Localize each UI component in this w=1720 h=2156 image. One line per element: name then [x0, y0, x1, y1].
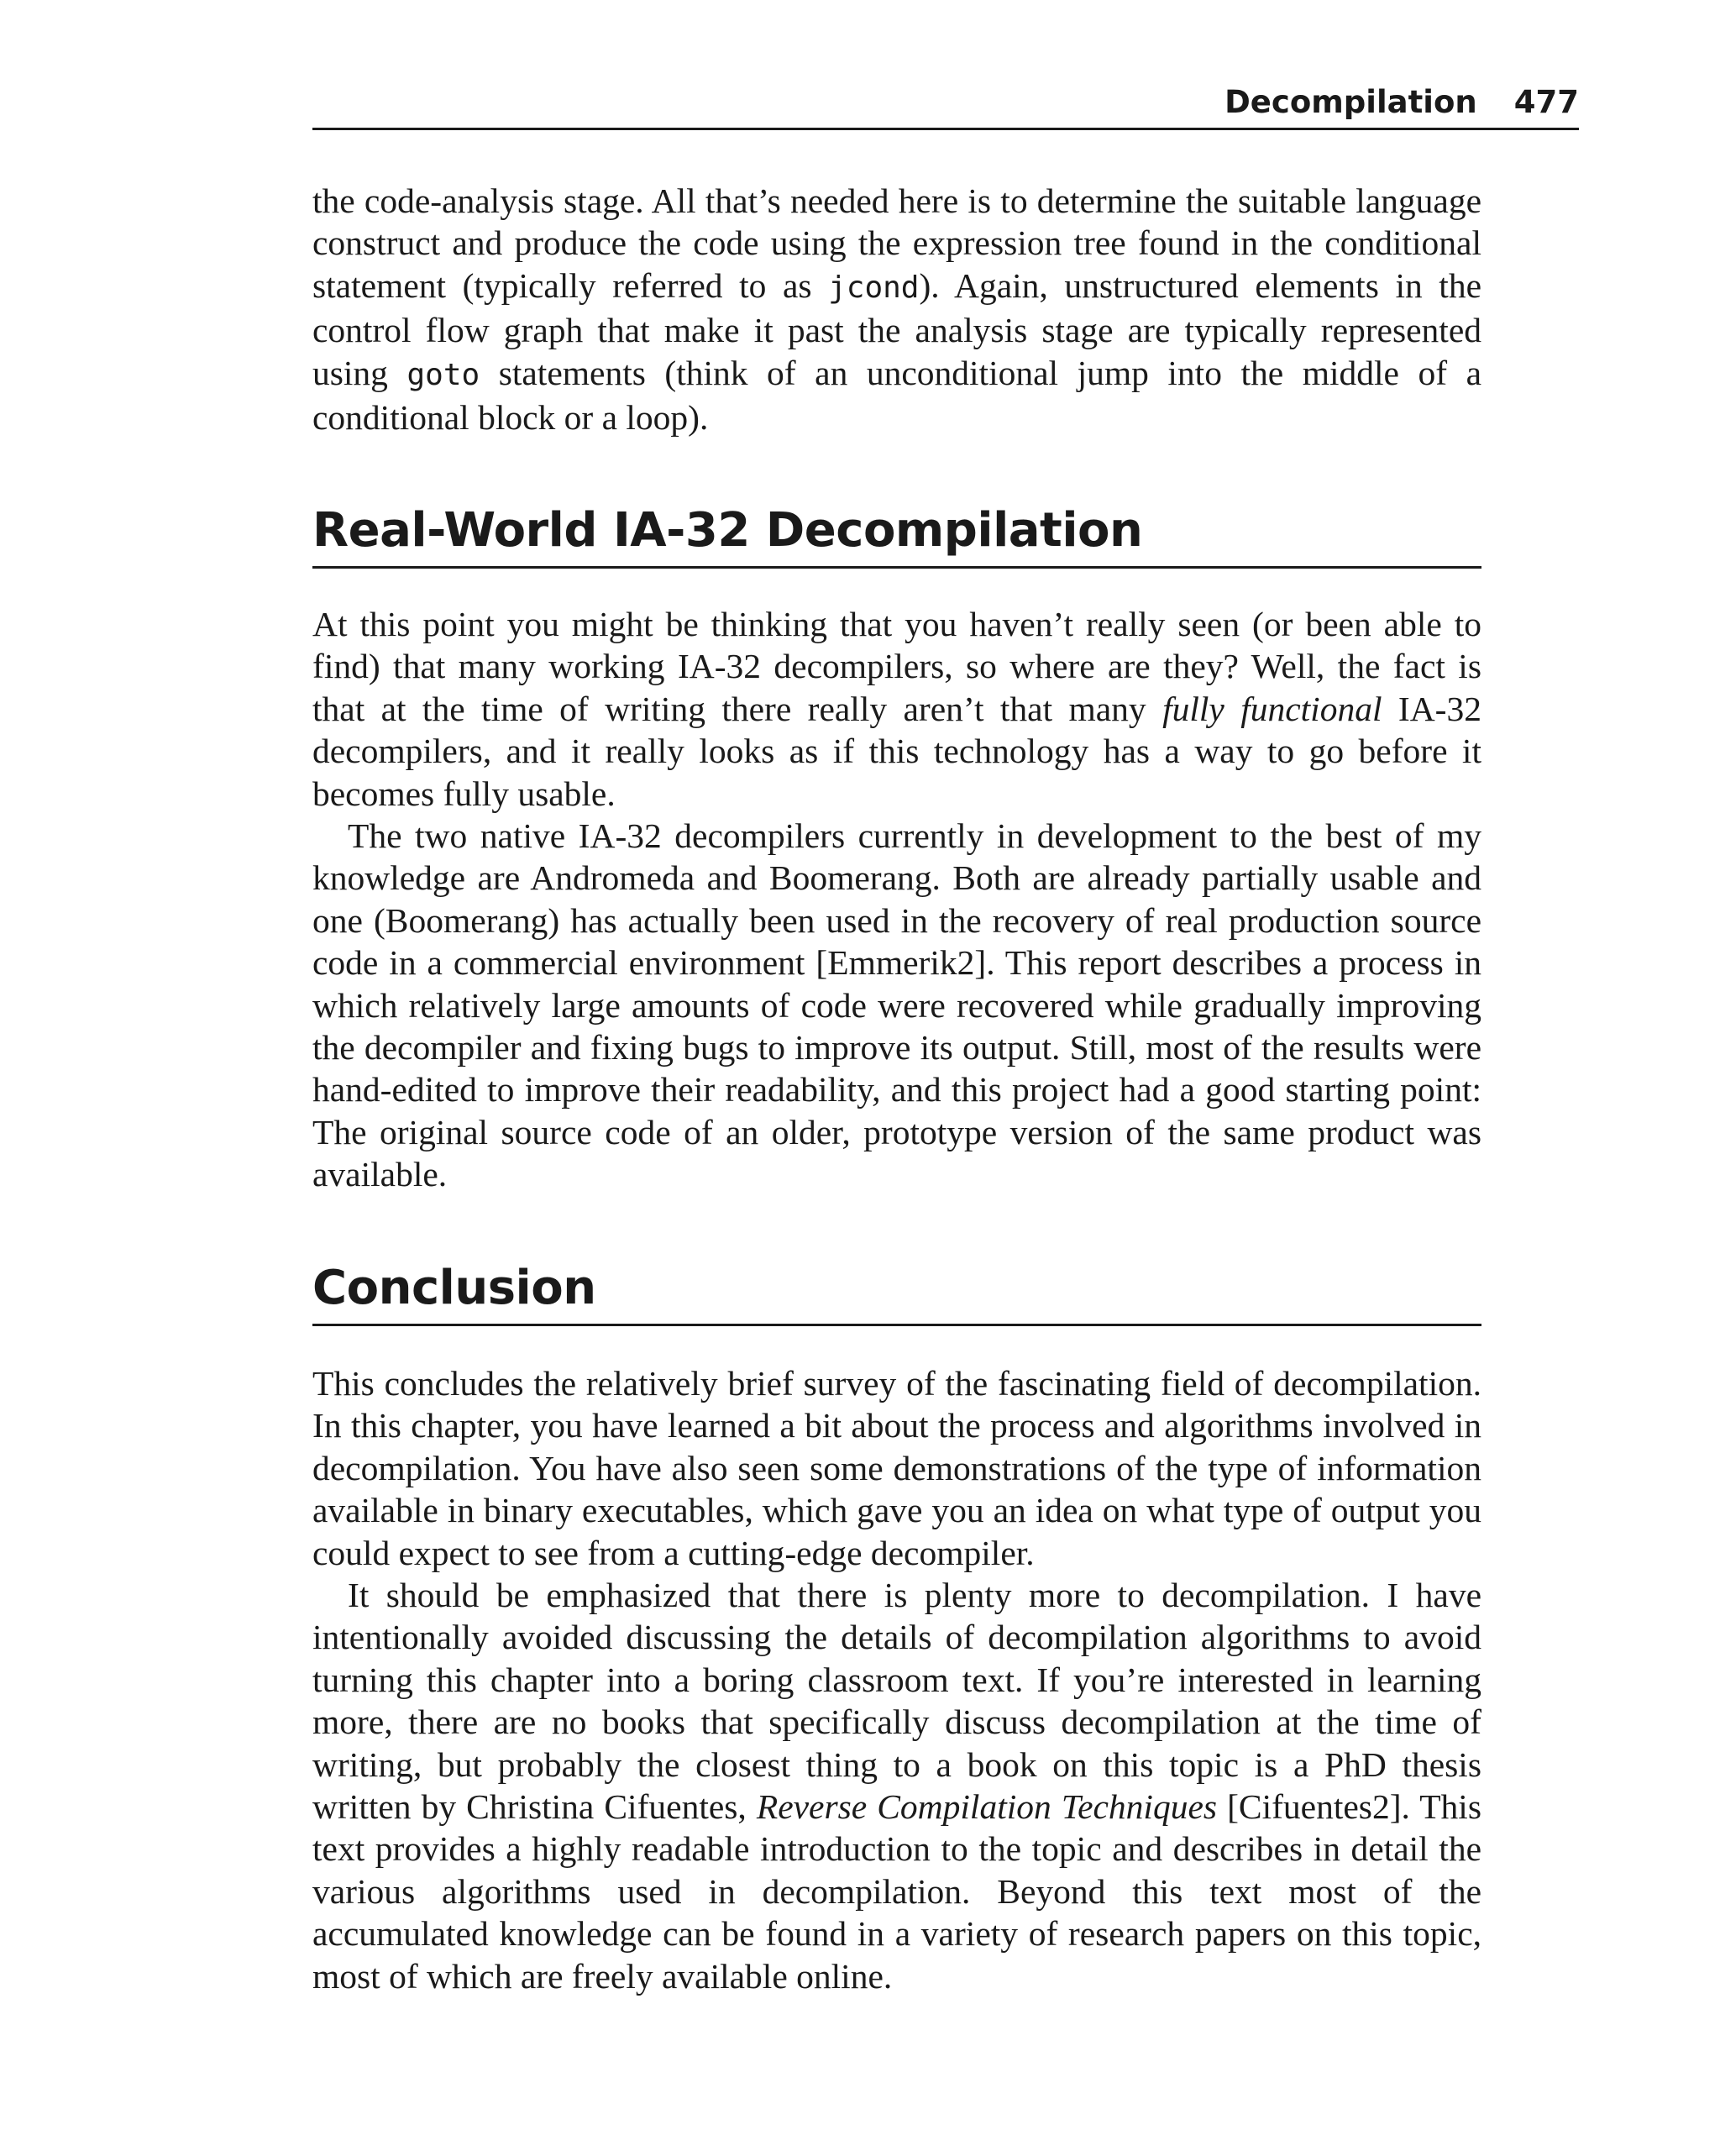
- intro-text-block: [312, 180, 1481, 438]
- inline-code-goto: goto: [406, 357, 480, 392]
- running-header: [312, 77, 1579, 130]
- inline-code-jcond: jcond: [828, 270, 920, 305]
- conclusion-paragraph-2: [312, 1574, 1481, 1997]
- conclusion-paragraph-1: This concludes the relatively brief survey of the fascinating field of decompilation. In this chapter, you have learned a bit about the process and algorithms involved in decompilation. You have also seen some demonstrations of the type of information available in binary executables, which gave you an idea on what type of output you could expect to see from a cutting-edge decompiler.: [312, 1364, 1481, 1572]
- conclusion-text-block: [312, 1362, 1481, 1997]
- real-world-paragraph-1: [312, 603, 1481, 815]
- section-heading-conclusion: Conclusion: [312, 1255, 1481, 1326]
- intro-paragraph: [312, 180, 1481, 438]
- paragraph-text-part: [Cifuentes2]. This text provides a highly readable introduction to the topic and describes in detail the various algorithms used in decompilation. Beyond this text most of the accumulated knowledge can be found in a variety of research papers on this topic, most of which are freely available online.: [312, 1787, 1481, 1996]
- paragraph-text-part: It should be emphasized that there is plenty more to decompilation. I have intentionally avoided discussing the details of decompilation algorithms to avoid turning this chapter into a boring classroom text. If you’re interested in learning more, there are no books that specifically discuss decompilation at the time of writing, but probably the closest thing to a book on this topic is a PhD thesis written by Christina Cifuentes,: [312, 1576, 1481, 1827]
- emphasis-fully-functional: fully functional: [1162, 689, 1382, 728]
- paragraph-text-part: IA-32 decompilers, and it really looks as if this technology has a way to go before it becomes fully usable.: [312, 689, 1481, 813]
- intro-text-part: statements (think of an unconditional jump into the middle of a conditional block or a loop).: [312, 353, 1482, 438]
- page-number: 477: [1513, 84, 1579, 120]
- section-heading-real-world: Real-World IA-32 Decompilation: [312, 497, 1481, 569]
- running-header-title: Decompilation: [1224, 84, 1477, 120]
- paragraph-text-part: At this point you might be thinking that you haven’t really seen (or been able to find) that many working IA-32 decompilers, so where are they? Well, the fact is that at the time of writing there really aren’t that many: [312, 605, 1481, 728]
- real-world-paragraph-2: The two native IA-32 decompilers currently in development to the best of my knowledge are Andromeda and Boomerang. Both are already partially usable and one (Boomerang) has actually been used in the recovery of real production source code in a commercial environment [Emmerik2]. This report describes a process in which relatively large amounts of code were recovered while gradually improving the decompiler and fixing bugs to improve its output. Still, most of the results were hand-edited to improve their readability, and this project had a good starting point: The original source code of an older, prototype version of the same product was available.: [312, 816, 1481, 1194]
- intro-text-part: the code-analysis stage. All that’s needed here is to determine the suitable language construct and produce the code using the expression tree found in the conditional statement (typically referred to as: [312, 181, 1481, 305]
- real-world-text-block: [312, 603, 1481, 1196]
- intro-text-part: ). Again, unstructured elements in the control flow graph that make it past the analysis stage are typically represented using: [312, 265, 1482, 392]
- emphasis-book-title: Reverse Compilation Techniques: [756, 1787, 1218, 1827]
